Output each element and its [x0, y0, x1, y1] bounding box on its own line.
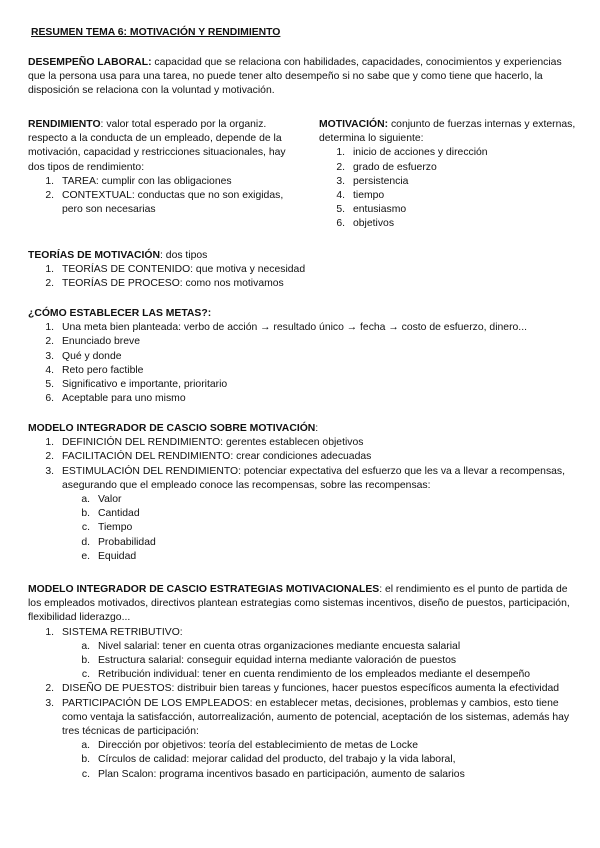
- list-number: 3.: [45, 465, 54, 477]
- list-number: 2.: [45, 336, 54, 348]
- rendimiento-list: [28, 175, 290, 218]
- list-text: TAREA: cumplir con las obligaciones: [62, 175, 232, 187]
- list-text: Probabilidad: [98, 536, 156, 548]
- list-text: Significativo e importante, prioritario: [62, 379, 228, 391]
- list-item: [28, 277, 573, 291]
- list-number: 6.: [336, 218, 345, 230]
- list-item: [28, 536, 568, 550]
- list-text: entusiasmo: [353, 204, 407, 216]
- list-number: 3.: [45, 350, 54, 362]
- list-item: [28, 668, 574, 682]
- list-text: TEORÍAS DE CONTENIDO: que motiva y necesidad: [62, 264, 306, 276]
- list-item: [28, 550, 568, 564]
- list-text: CONTEXTUAL: conductas que no son exigidas, pero son necesarias: [62, 190, 284, 216]
- list-text: Dirección por objetivos: teoría del establecimiento de metas de Locke: [98, 740, 418, 752]
- motivacion-list: [319, 146, 581, 231]
- cascio-estrategias-section: [28, 583, 574, 782]
- list-number: 1.: [45, 175, 54, 187]
- list-text: DEFINICIÓN DEL RENDIMIENTO: gerentes establecen objetivos: [62, 437, 364, 449]
- cascio-motivacion-list: [28, 436, 568, 493]
- teorias-paragraph: [28, 249, 573, 263]
- list-item: [28, 450, 568, 464]
- list-text: tiempo: [353, 190, 385, 202]
- list-item: [28, 768, 574, 782]
- list-text: Retribución individual: tener en cuenta rendimiento de los empleados mediante el desempeño: [98, 669, 531, 681]
- cascio-estrategias-sublist-3: [28, 739, 574, 782]
- teorias-section: [28, 249, 573, 292]
- rendimiento-paragraph: [28, 118, 290, 175]
- cascio-estrategias-list: [28, 626, 574, 640]
- list-text: DISEÑO DE PUESTOS: distribuir bien tareas y funciones, hacer puestos específicos aumenta la efectividad: [62, 683, 560, 695]
- list-number: 6.: [45, 393, 54, 405]
- list-number: 1.: [45, 264, 54, 276]
- list-letter: d.: [81, 536, 90, 548]
- cascio-motivacion-sublist: [28, 493, 568, 564]
- list-number: 1.: [45, 626, 54, 638]
- list-text: objetivos: [353, 218, 395, 230]
- rendimiento-heading: RENDIMIENTO: [28, 119, 101, 130]
- list-text: Estructura salarial: conseguir equidad interna mediante valoración de puestos: [98, 655, 457, 667]
- list-item: [28, 392, 573, 406]
- list-item: [28, 521, 568, 535]
- list-text: Equidad: [98, 550, 137, 562]
- cascio-motivacion-text: :: [315, 423, 319, 434]
- list-number: 1.: [45, 437, 54, 449]
- motivacion-column: [319, 118, 581, 232]
- list-item: [28, 175, 290, 189]
- list-item: [28, 493, 568, 507]
- cascio-motivacion-heading: MODELO INTEGRADOR DE CASCIO SOBRE MOTIVACIÓN: [28, 423, 316, 434]
- list-number: 5.: [45, 379, 54, 391]
- desempeno-heading: DESEMPEÑO LABORAL:: [28, 57, 152, 68]
- list-letter: b.: [81, 508, 90, 520]
- list-text: Tiempo: [98, 522, 133, 534]
- rendimiento-column: [28, 118, 290, 217]
- list-item: [319, 217, 581, 231]
- list-item: [319, 161, 581, 175]
- list-item: [28, 654, 574, 668]
- list-number: 3.: [45, 697, 54, 709]
- list-text: Una meta bien planteada: verbo de acción → resultado único → fecha → costo de esfuerzo, dinero...: [62, 322, 527, 334]
- list-letter: c.: [81, 522, 90, 534]
- cascio-estrategias-heading: MODELO INTEGRADOR DE CASCIO ESTRATEGIAS MOTIVACIONALES: [28, 584, 380, 595]
- list-item: [28, 350, 573, 364]
- list-item: [28, 335, 573, 349]
- teorias-heading: TEORÍAS DE MOTIVACIÓN: [28, 250, 161, 261]
- page-title: RESUMEN TEMA 6: MOTIVACIÓN Y RENDIMIENTO: [31, 27, 281, 38]
- cascio-motivacion-section: [28, 422, 568, 564]
- list-number: 2.: [336, 161, 345, 173]
- cascio-motivacion-paragraph: [28, 422, 568, 436]
- list-number: 2.: [45, 190, 54, 202]
- list-item: [28, 436, 568, 450]
- list-text: Aceptable para uno mismo: [62, 393, 186, 405]
- list-text: Cantidad: [98, 508, 140, 520]
- metas-paragraph: [28, 307, 573, 321]
- list-item: [319, 203, 581, 217]
- list-text: Qué y donde: [62, 350, 122, 362]
- list-text: Nivel salarial: tener en cuenta otras organizaciones mediante encuesta salarial: [98, 640, 461, 652]
- metas-list: [28, 321, 573, 406]
- list-number: 1.: [336, 147, 345, 159]
- desempeno-text: capacidad que se relaciona con habilidades, capacidades, conocimientos y experiencias que la persona usa para una tarea, no puede tener alto desempeño si no sabe que y como tiene que hacerlo, la disposición se relaciona con la voluntad y motivación.: [28, 57, 562, 97]
- list-number: 5.: [336, 204, 345, 216]
- list-item: [28, 189, 290, 217]
- list-letter: e.: [81, 550, 90, 562]
- list-item: [28, 626, 574, 640]
- teorias-list: [28, 263, 573, 291]
- teorias-text: : dos tipos: [160, 250, 208, 261]
- list-item: [28, 263, 573, 277]
- cascio-estrategias-sublist-1: [28, 640, 574, 683]
- list-text: PARTICIPACIÓN DE LOS EMPLEADOS: en establecer metas, decisiones, problemas y cambios, esto tiene como ventaja la satisfacción, autorrealización, aumento de potencial, aceptación de los sistemas, además hay tres técnicas de participación:: [62, 697, 570, 738]
- list-text: TEORÍAS DE PROCESO: como nos motivamos: [62, 278, 284, 290]
- list-letter: a.: [81, 494, 90, 506]
- list-text: ESTIMULACIÓN DEL RENDIMIENTO: potenciar expectativa del esfuerzo que les va a llevar a recompensas, asegurando que el empleado conoce las recompensas, sobre las recompensas:: [62, 465, 565, 491]
- motivacion-heading: MOTIVACIÓN:: [319, 119, 389, 130]
- cascio-estrategias-text: : el rendimiento es el punto de partida de los empleados motivados, directivos plantean estrategias como sistemas incentivos, diseño de puestos, participación, flexibilidad liderazgo...: [28, 584, 570, 624]
- list-text: Enunciado breve: [62, 336, 140, 348]
- list-item: [319, 146, 581, 160]
- list-text: FACILITACIÓN DEL RENDIMIENTO: crear condiciones adecuadas: [62, 451, 372, 463]
- list-item: [28, 321, 573, 335]
- list-text: Círculos de calidad: mejorar calidad del producto, del trabajo y la vida laboral,: [98, 754, 456, 766]
- list-text: Valor: [98, 494, 122, 506]
- rendimiento-text: : valor total esperado por la organiz. respecto a la conducta de un empleado, depende de la motivación, capacidad y restricciones situacionales, hay dos tipos de rendimiento:: [28, 119, 286, 173]
- list-item: [28, 682, 574, 696]
- metas-section: [28, 307, 573, 406]
- list-letter: c.: [81, 768, 90, 780]
- list-text: inicio de acciones y dirección: [353, 147, 488, 159]
- cascio-estrategias-list-cont: [28, 682, 574, 739]
- metas-heading: ¿CÓMO ESTABLECER LAS METAS?:: [28, 308, 212, 319]
- list-item: [28, 739, 574, 753]
- list-item: [28, 640, 574, 654]
- list-number: 2.: [45, 278, 54, 290]
- list-number: 3.: [336, 175, 345, 187]
- list-text: Plan Scalon: programa incentivos basado en participación, aumento de salarios: [98, 768, 465, 780]
- motivacion-text: conjunto de fuerzas internas y externas, determina lo siguiente:: [319, 119, 576, 145]
- list-item: [28, 364, 573, 378]
- list-item: [28, 378, 573, 392]
- list-letter: b.: [81, 655, 90, 667]
- list-letter: a.: [81, 740, 90, 752]
- list-letter: b.: [81, 754, 90, 766]
- list-letter: a.: [81, 640, 90, 652]
- list-text: Reto pero factible: [62, 364, 144, 376]
- cascio-estrategias-paragraph: [28, 583, 574, 626]
- list-text: persistencia: [353, 175, 409, 187]
- list-number: 2.: [45, 683, 54, 695]
- list-number: 1.: [45, 322, 54, 334]
- list-item: [28, 697, 574, 740]
- list-text: SISTEMA RETRIBUTIVO:: [62, 626, 183, 638]
- list-letter: c.: [81, 669, 90, 681]
- list-item: [28, 507, 568, 521]
- motivacion-paragraph: [319, 118, 581, 146]
- list-number: 2.: [45, 451, 54, 463]
- list-item: [28, 465, 568, 493]
- list-number: 4.: [45, 364, 54, 376]
- list-number: 4.: [336, 190, 345, 202]
- list-item: [28, 753, 574, 767]
- desempeno-paragraph: [28, 56, 568, 99]
- list-item: [319, 175, 581, 189]
- list-item: [319, 189, 581, 203]
- list-text: grado de esfuerzo: [353, 161, 437, 173]
